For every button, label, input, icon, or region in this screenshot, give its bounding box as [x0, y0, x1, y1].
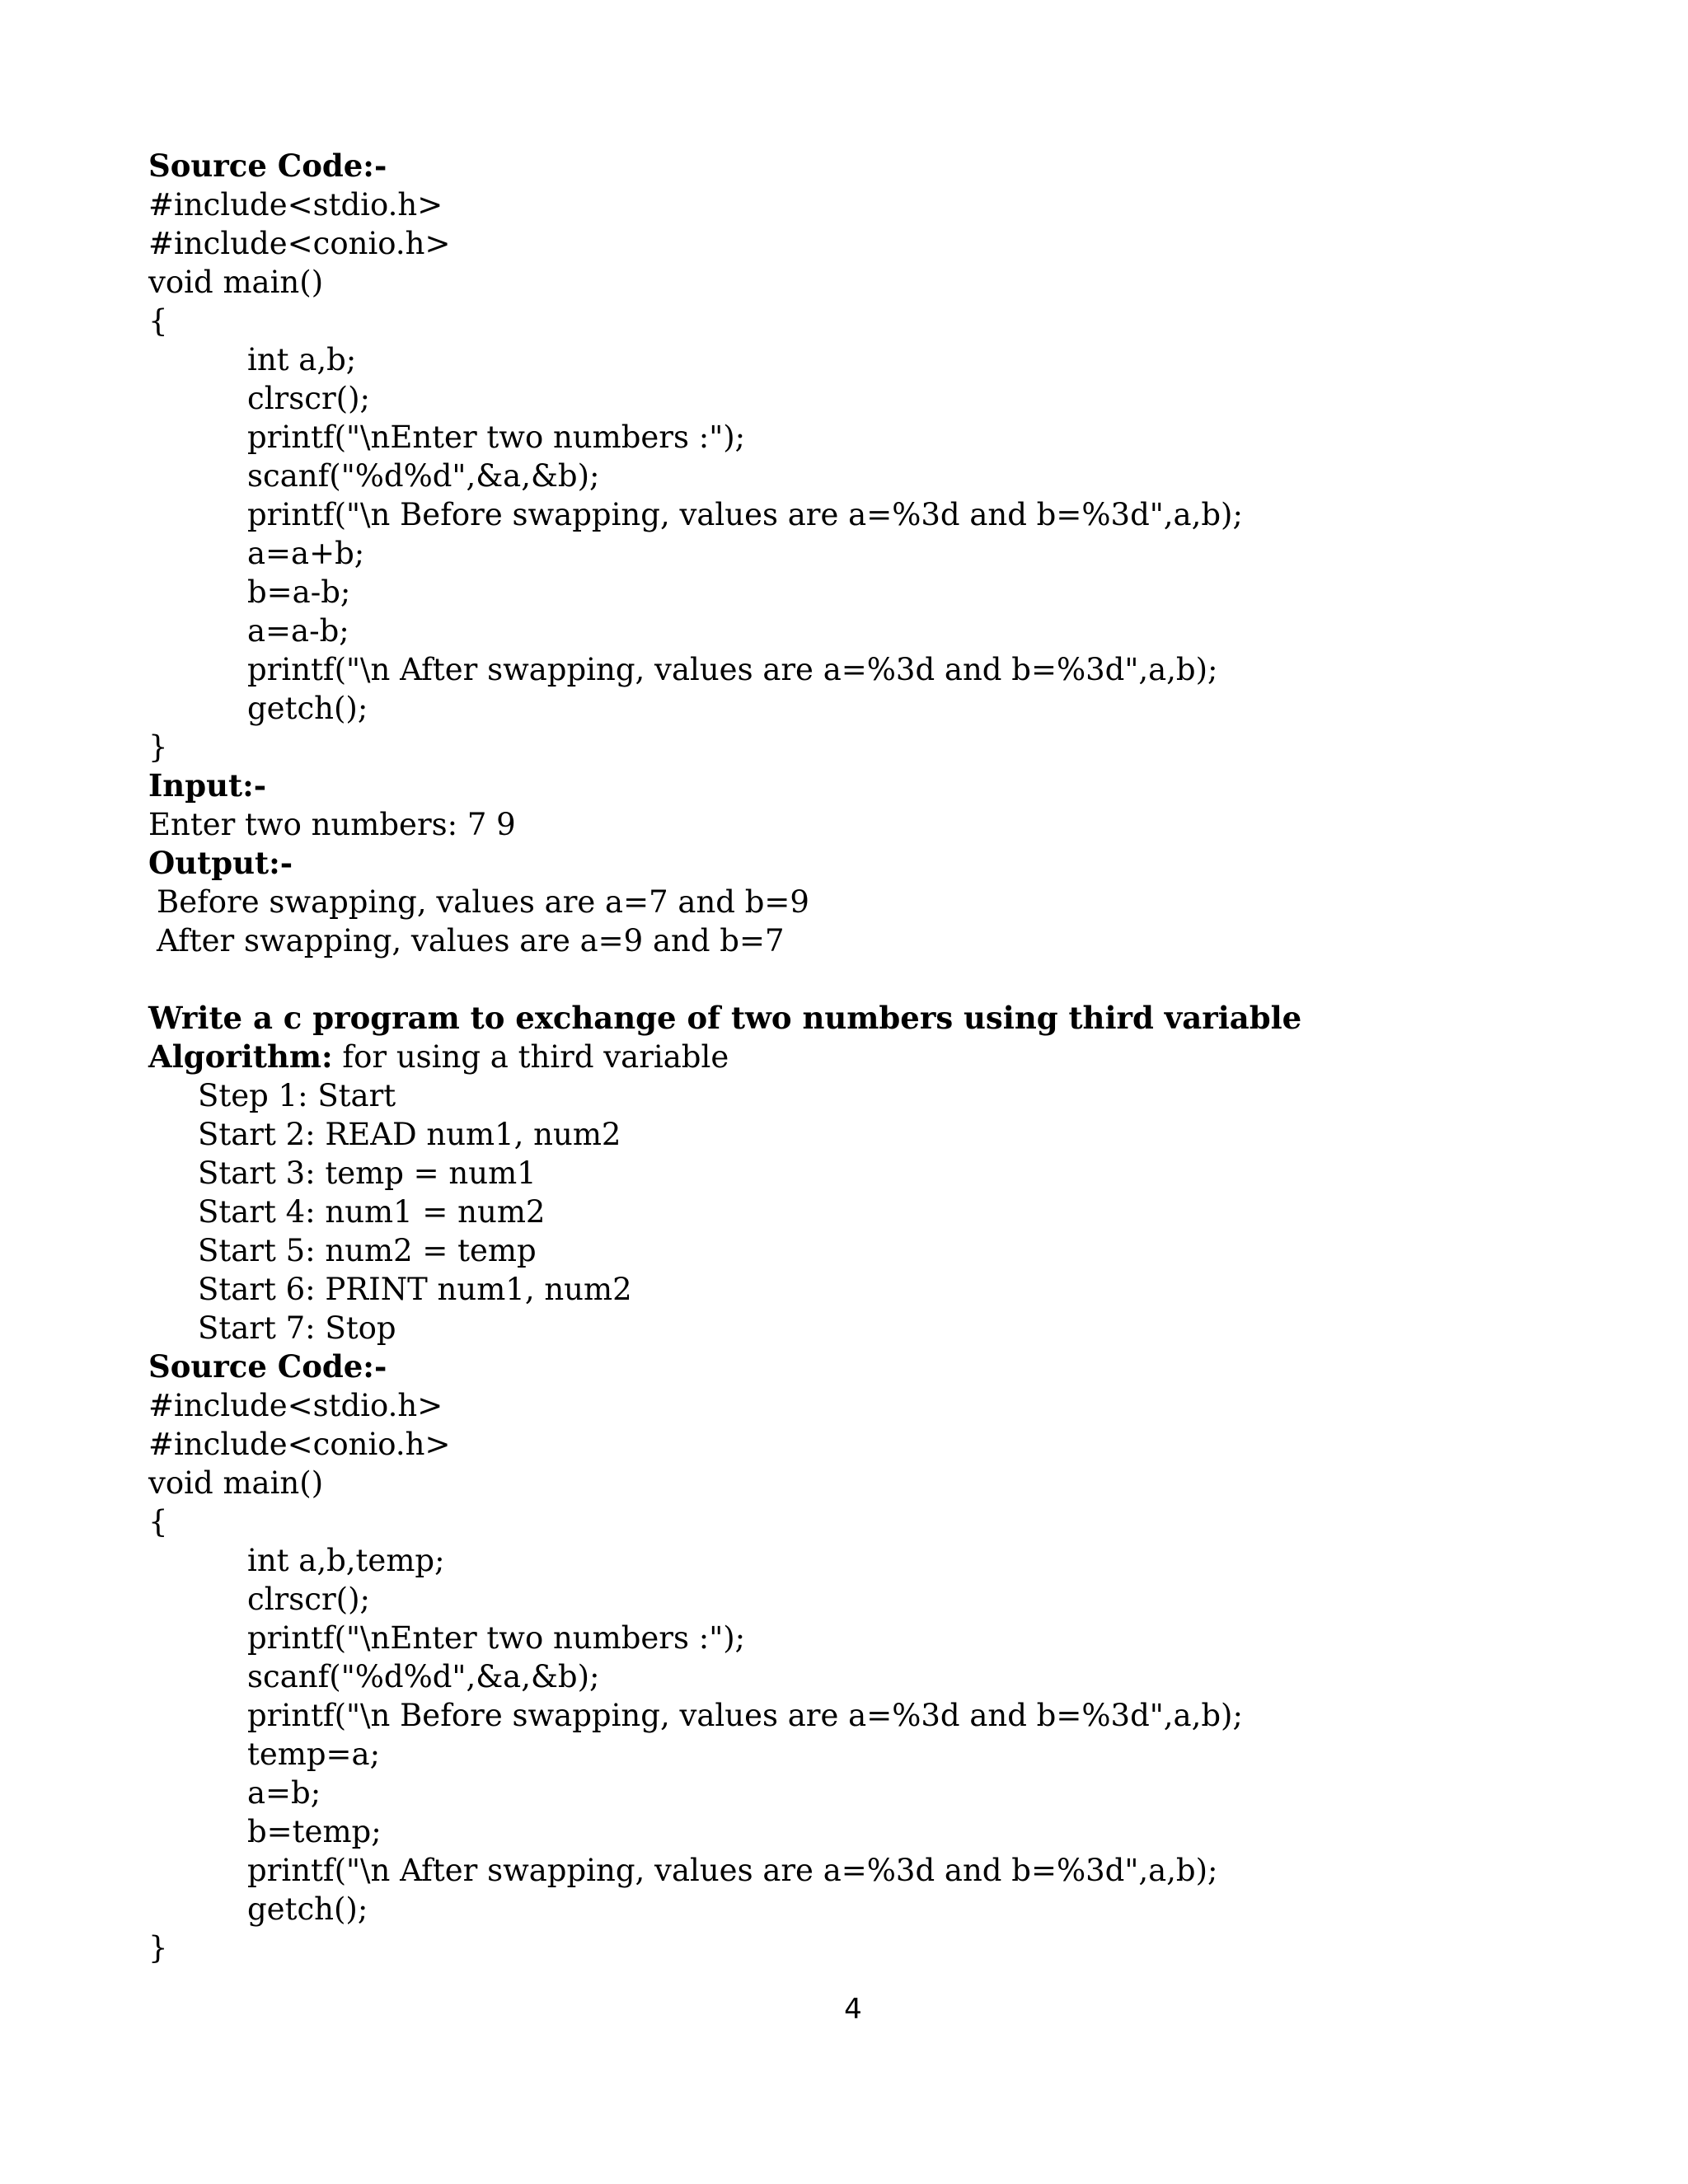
- code-line-open-brace: {: [148, 303, 168, 339]
- algorithm-step: Start 3: temp = num1: [198, 1155, 537, 1191]
- code-line: printf("\n After swapping, values are a=%3d and b=%3d",a,b);: [247, 1853, 1218, 1888]
- algorithm-step: Start 4: num1 = num2: [198, 1194, 546, 1230]
- code-line-close-brace: }: [148, 1930, 168, 1966]
- algorithm-step: Step 1: Start: [198, 1078, 396, 1113]
- input-heading: Input:-: [148, 767, 267, 804]
- output-line: Before swapping, values are a=7 and b=9: [157, 884, 809, 920]
- code-line: b=temp;: [247, 1814, 382, 1849]
- code-line: printf("\n Before swapping, values are a=%3d and b=%3d",a,b);: [247, 1698, 1243, 1733]
- code-line-include-stdio: #include<stdio.h>: [148, 1388, 443, 1423]
- algorithm-step: Start 6: PRINT num1, num2: [198, 1272, 632, 1307]
- code-line-include-conio: #include<conio.h>: [148, 1427, 451, 1462]
- algorithm-step: Start 5: num2 = temp: [198, 1233, 537, 1268]
- section-gap: [148, 960, 1632, 999]
- code-line: clrscr();: [247, 1582, 370, 1617]
- code-line: a=b;: [247, 1775, 321, 1811]
- code-line: int a,b,temp;: [247, 1543, 445, 1578]
- algorithm-line: [148, 1038, 1632, 1076]
- code-line: a=a-b;: [247, 613, 349, 649]
- algorithm-label: Algorithm:: [148, 1038, 333, 1075]
- source-code-heading: Source Code:-: [148, 148, 387, 184]
- code-line: temp=a;: [247, 1736, 381, 1772]
- code-line: scanf("%d%d",&a,&b);: [247, 458, 600, 494]
- output-line: After swapping, values are a=9 and b=7: [157, 923, 785, 958]
- code-line: int a,b;: [247, 342, 357, 377]
- code-line: printf("\n Before swapping, values are a=%3d and b=%3d",a,b);: [247, 497, 1243, 532]
- input-text: Enter two numbers: 7 9: [148, 807, 516, 842]
- code-line: printf("\n After swapping, values are a=%3d and b=%3d",a,b);: [247, 652, 1218, 687]
- code-line-main: void main(): [148, 265, 324, 300]
- code-line: printf("\nEnter two numbers :");: [247, 419, 746, 455]
- code-line: scanf("%d%d",&a,&b);: [247, 1659, 600, 1694]
- code-line: clrscr();: [247, 381, 370, 416]
- code-line: b=a-b;: [247, 574, 351, 610]
- code-line-include-stdio: #include<stdio.h>: [148, 187, 443, 223]
- code-line: getch();: [247, 1891, 368, 1927]
- section-title: Write a c program to exchange of two numbers using third variable: [148, 1000, 1302, 1036]
- document-page: [148, 147, 1632, 1967]
- code-line-close-brace: }: [148, 729, 168, 765]
- code-line: printf("\nEnter two numbers :");: [247, 1620, 746, 1656]
- code-line-main: void main(): [148, 1465, 324, 1501]
- code-line: a=a+b;: [247, 536, 365, 571]
- code-line-include-conio: #include<conio.h>: [148, 226, 451, 261]
- code-line-open-brace: {: [148, 1504, 168, 1540]
- algorithm-step: Start 7: Stop: [198, 1310, 396, 1346]
- source-code-heading: Source Code:-: [148, 1348, 387, 1385]
- output-heading: Output:-: [148, 845, 293, 881]
- code-line: getch();: [247, 691, 368, 726]
- page-number: 4: [844, 1993, 862, 2026]
- algorithm-text: for using a third variable: [332, 1039, 729, 1075]
- algorithm-step: Start 2: READ num1, num2: [198, 1117, 621, 1152]
